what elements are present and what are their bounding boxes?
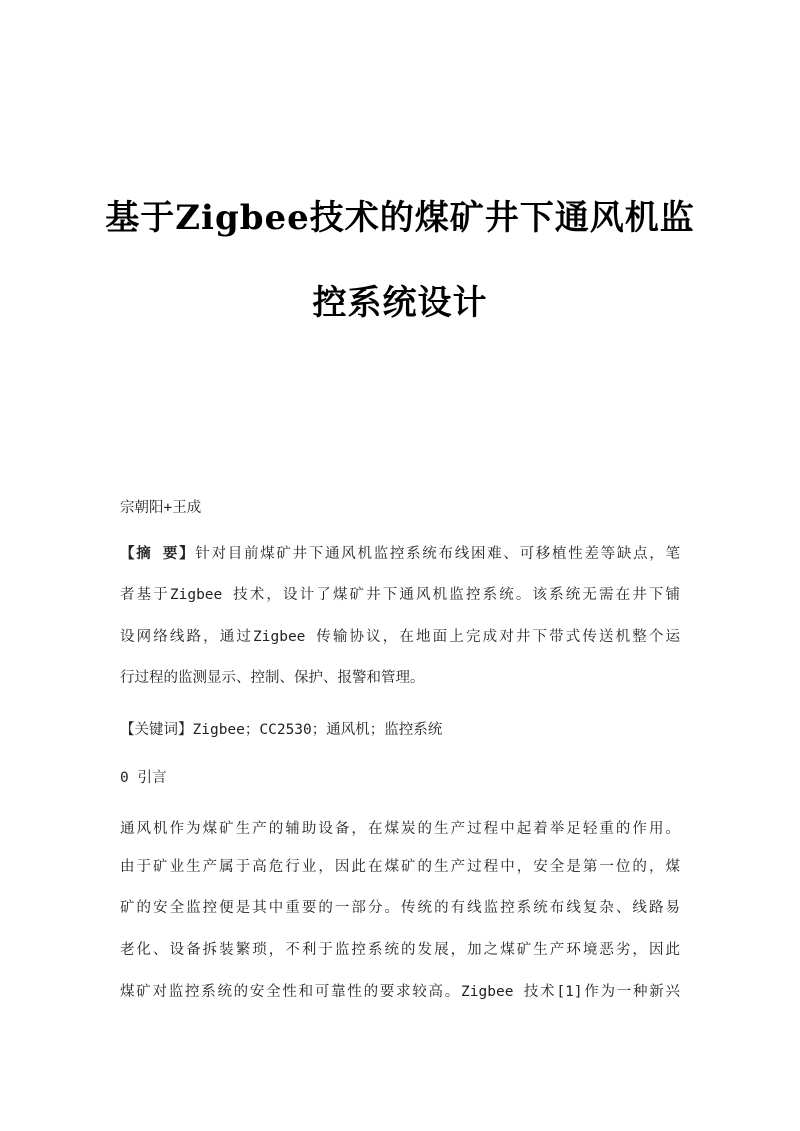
title-line-2: 控系统设计 [312, 283, 488, 323]
abstract-line-4: 行过程的监测显示、控制、保护、报警和管理。 [120, 670, 425, 686]
title-line-1: 基于Zigbee技术的煤矿井下通风机监 [105, 198, 695, 238]
abstract-text-1: 针对目前煤矿井下通风机监控系统布线困难、可移植性差等缺点，笔 [195, 546, 681, 562]
keywords-line [120, 718, 680, 739]
keywords-label: 【关键词】 [120, 722, 193, 738]
abstract-line-3: 设网络线路，通过Zigbee 传输协议，在地面上完成对井下带式传送机整个运 [120, 629, 680, 645]
intro-line-1: 通风机作为煤矿生产的辅助设备，在煤炭的生产过程中起着举足轻重的作用。 [120, 821, 680, 837]
intro-line-2: 由于矿业生产属于高危行业，因此在煤矿的生产过程中，安全是第一位的，煤 [120, 859, 680, 875]
intro-line-4: 老化、设备拆装繁琐，不利于监控系统的发展，加之煤矿生产环境恶劣，因此 [120, 942, 680, 958]
intro-line-3: 矿的安全监控便是其中重要的一部分。传统的有线监控系统布线复杂、线路易 [120, 900, 680, 916]
abstract-line-1 [120, 542, 680, 563]
keywords-text: Zigbee；CC2530；通风机；监控系统 [192, 722, 443, 738]
section-heading: 0 引言 [120, 770, 167, 786]
authors: 宗朝阳+王成 [120, 500, 202, 516]
abstract-label: 【摘 要】 [120, 546, 196, 562]
abstract-line-2: 者基于Zigbee 技术，设计了煤矿井下通风机监控系统。该系统无需在井下铺 [120, 587, 680, 603]
intro-line-5: 煤矿对监控系统的安全性和可靠性的要求较高。Zigbee 技术[1]作为一种新兴 [120, 984, 680, 1000]
